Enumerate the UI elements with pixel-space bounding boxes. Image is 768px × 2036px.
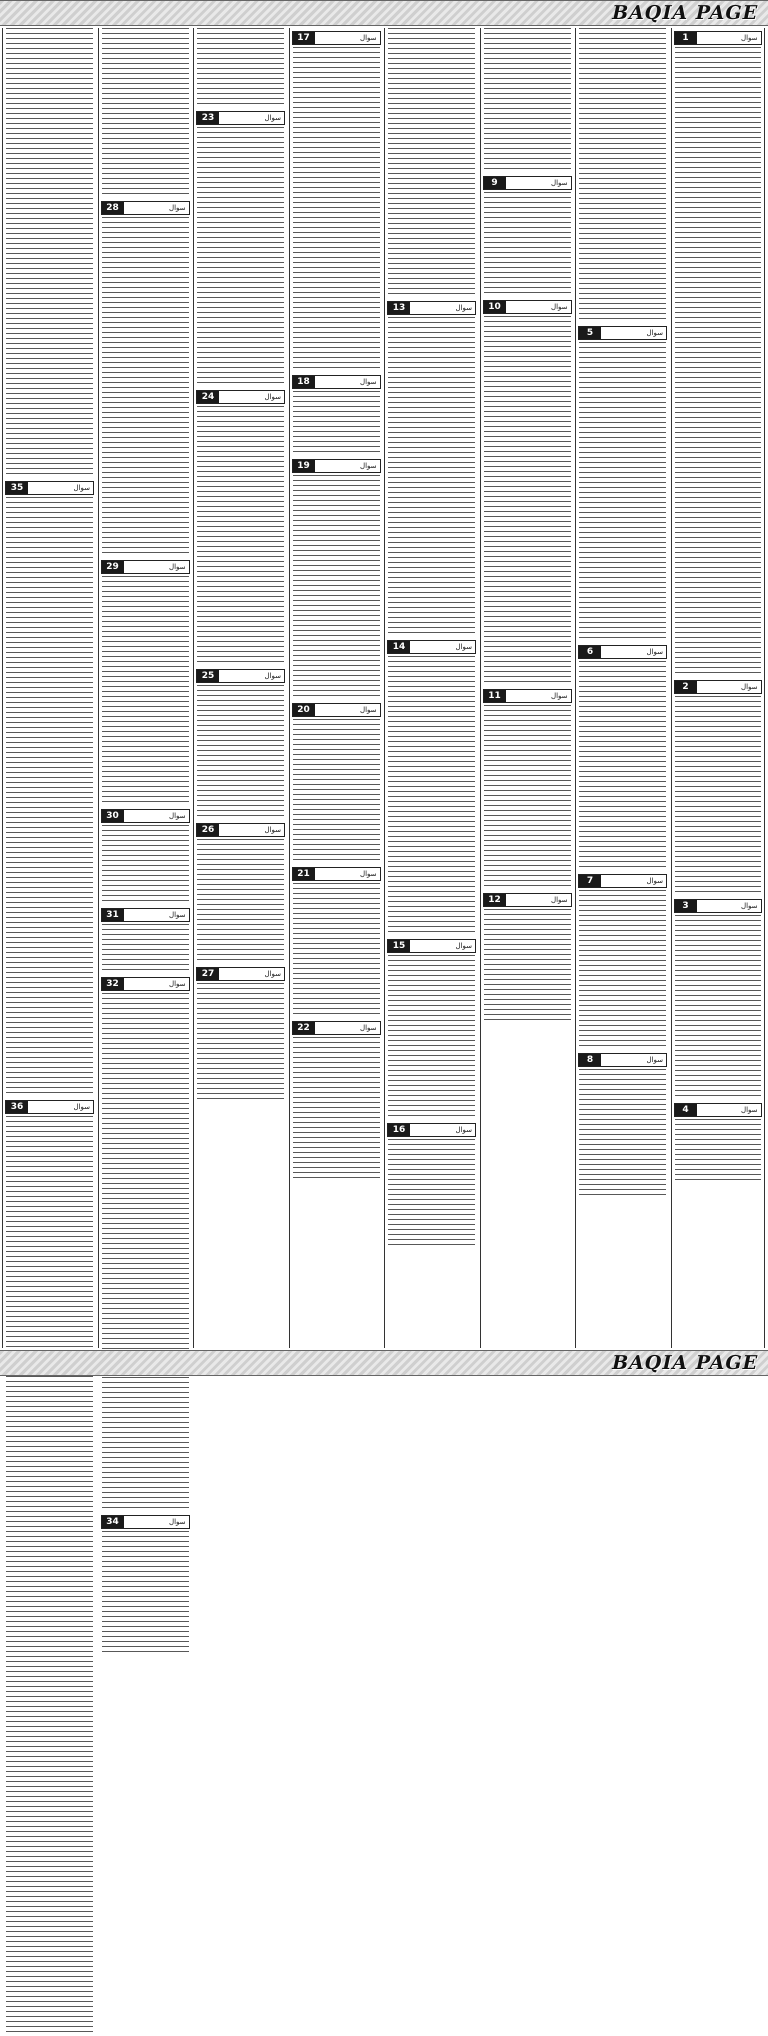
question-number: 19 <box>293 460 315 472</box>
question-number: 2 <box>675 681 697 693</box>
article-text-block <box>197 406 284 666</box>
question-header <box>292 867 381 881</box>
question-number: 13 <box>388 302 410 314</box>
question-number: 20 <box>293 704 315 716</box>
question-header <box>196 390 285 404</box>
question-header <box>292 703 381 717</box>
article-text-block <box>197 839 284 964</box>
question-header <box>5 481 94 495</box>
article-text-block <box>675 696 761 896</box>
question-header <box>578 326 667 340</box>
article-text-block <box>675 1119 761 1184</box>
article-text-block <box>579 661 666 871</box>
article-text-block <box>293 391 380 456</box>
article-text-block <box>102 28 189 198</box>
question-label: سوال <box>646 648 663 656</box>
question-number: 26 <box>197 824 219 836</box>
question-label: سوال <box>168 911 186 919</box>
question-label: سوال <box>550 303 568 311</box>
question-number: 3 <box>675 900 697 912</box>
question-number: 14 <box>388 641 410 653</box>
article-text-block <box>197 28 284 108</box>
question-number: 24 <box>197 391 219 403</box>
question-header <box>387 640 476 654</box>
column-7 <box>575 28 669 1348</box>
question-header <box>483 300 572 314</box>
question-label: سوال <box>646 1056 663 1064</box>
question-label: سوال <box>359 378 377 386</box>
article-text-block <box>388 656 475 936</box>
question-label: سوال <box>740 34 758 42</box>
article-text-block <box>579 890 666 1050</box>
question-header <box>578 874 667 888</box>
article-text-block <box>102 1531 189 1656</box>
article-text-block <box>6 28 93 478</box>
question-number: 21 <box>293 868 315 880</box>
article-text-block <box>6 497 93 1097</box>
question-number: 28 <box>102 202 124 214</box>
question-label: سوال <box>550 896 568 904</box>
article-text-block <box>197 983 284 1103</box>
article-text-block <box>579 342 666 642</box>
article-text-block <box>293 47 380 372</box>
question-header <box>483 893 572 907</box>
column-8 <box>671 28 765 1348</box>
question-header <box>196 111 285 125</box>
question-number: 36 <box>6 1101 28 1113</box>
question-header <box>578 645 667 659</box>
question-header <box>101 809 190 823</box>
article-text-block <box>484 316 571 686</box>
question-header <box>292 375 381 389</box>
article-text-block <box>388 317 475 637</box>
question-number: 12 <box>484 894 506 906</box>
article-text-block <box>197 127 284 387</box>
question-header <box>483 689 572 703</box>
question-label: سوال <box>646 877 663 885</box>
question-number: 32 <box>102 978 124 990</box>
article-text-block <box>102 924 189 974</box>
question-header <box>674 1103 762 1117</box>
question-header <box>5 1100 94 1114</box>
question-label: سوال <box>740 683 758 691</box>
column-5 <box>384 28 478 1348</box>
question-number: 5 <box>579 327 601 339</box>
article-text-block <box>293 719 380 864</box>
question-number: 15 <box>388 940 410 952</box>
article-text-block <box>484 192 571 297</box>
question-header <box>292 31 381 45</box>
article-text-block <box>484 909 571 1024</box>
question-header <box>101 201 190 215</box>
question-number: 22 <box>293 1022 315 1034</box>
question-label: سوال <box>264 393 281 401</box>
column-4 <box>289 28 383 1348</box>
article-text-block <box>102 576 189 806</box>
column-6 <box>480 28 574 1348</box>
question-label: سوال <box>740 1106 758 1114</box>
page-banner-top <box>0 0 768 26</box>
question-label: سوال <box>168 812 186 820</box>
article-text-block <box>102 217 189 557</box>
page-banner-title-bottom: BAQIA PAGE <box>609 1352 761 1374</box>
article-text-block <box>388 28 475 298</box>
question-label: سوال <box>455 304 472 312</box>
article-text-block <box>579 1069 666 1199</box>
question-number: 25 <box>197 670 219 682</box>
question-header <box>387 301 476 315</box>
question-label: سوال <box>455 942 472 950</box>
question-label: سوال <box>73 1103 90 1111</box>
question-label: سوال <box>455 643 472 651</box>
question-number: 29 <box>102 561 124 573</box>
question-label: سوال <box>264 826 281 834</box>
page-banner-bottom <box>0 1350 768 1376</box>
article-text-block <box>675 47 761 677</box>
article-text-block <box>197 685 284 820</box>
question-label: سوال <box>168 980 186 988</box>
question-label: سوال <box>264 114 281 122</box>
question-header <box>387 1123 476 1137</box>
question-label: سوال <box>168 204 186 212</box>
question-number: 7 <box>579 875 601 887</box>
page-banner-title: BAQIA PAGE <box>609 2 761 24</box>
question-number: 30 <box>102 810 124 822</box>
article-text-block <box>484 28 571 173</box>
article-text-block <box>579 28 666 323</box>
article-text-block <box>293 475 380 700</box>
question-number: 31 <box>102 909 124 921</box>
question-number: 35 <box>6 482 28 494</box>
question-number: 8 <box>579 1054 601 1066</box>
question-header <box>101 977 190 991</box>
question-label: سوال <box>264 970 281 978</box>
question-header <box>101 908 190 922</box>
article-text-block <box>293 883 380 1018</box>
question-number: 1 <box>675 32 697 44</box>
question-header <box>674 899 762 913</box>
question-number: 11 <box>484 690 506 702</box>
question-header <box>292 459 381 473</box>
article-text-block <box>102 993 189 1353</box>
question-label: سوال <box>168 1518 186 1526</box>
question-label: سوال <box>740 902 758 910</box>
question-number: 10 <box>484 301 506 313</box>
column-2 <box>98 28 192 1527</box>
question-label: سوال <box>359 34 377 42</box>
question-label: سوال <box>359 1024 377 1032</box>
question-number: 6 <box>579 646 601 658</box>
question-label: سوال <box>359 462 377 470</box>
article-text-block <box>675 915 761 1100</box>
question-label: سوال <box>359 870 377 878</box>
question-header <box>674 31 762 45</box>
question-label: سوال <box>359 706 377 714</box>
question-label: سوال <box>455 1126 472 1134</box>
question-header <box>292 1021 381 1035</box>
question-label: سوال <box>264 672 281 680</box>
article-text-block <box>388 1139 475 1249</box>
question-label: سوال <box>646 329 663 337</box>
article-text-block <box>388 955 475 1120</box>
question-header <box>196 967 285 981</box>
question-header <box>674 680 762 694</box>
article-text-block <box>6 1116 93 2036</box>
question-label: سوال <box>73 484 90 492</box>
column-1 <box>2 28 96 1348</box>
question-number: 18 <box>293 376 315 388</box>
question-header <box>196 669 285 683</box>
article-text-block <box>484 705 571 890</box>
question-label: سوال <box>550 692 568 700</box>
question-number: 17 <box>293 32 315 44</box>
question-header <box>483 176 572 190</box>
question-header <box>101 1515 190 1529</box>
question-label: سوال <box>168 563 186 571</box>
question-header <box>387 939 476 953</box>
question-number: 9 <box>484 177 506 189</box>
question-number: 23 <box>197 112 219 124</box>
question-header <box>101 560 190 574</box>
question-header <box>196 823 285 837</box>
question-header <box>578 1053 667 1067</box>
question-number: 34 <box>102 1516 124 1528</box>
column-3 <box>193 28 287 1348</box>
article-text-block <box>102 1372 189 1512</box>
question-number: 4 <box>675 1104 697 1116</box>
question-number: 16 <box>388 1124 410 1136</box>
question-number: 27 <box>197 968 219 980</box>
question-label: سوال <box>550 179 568 187</box>
article-text-block <box>102 825 189 905</box>
article-text-block <box>293 1037 380 1182</box>
